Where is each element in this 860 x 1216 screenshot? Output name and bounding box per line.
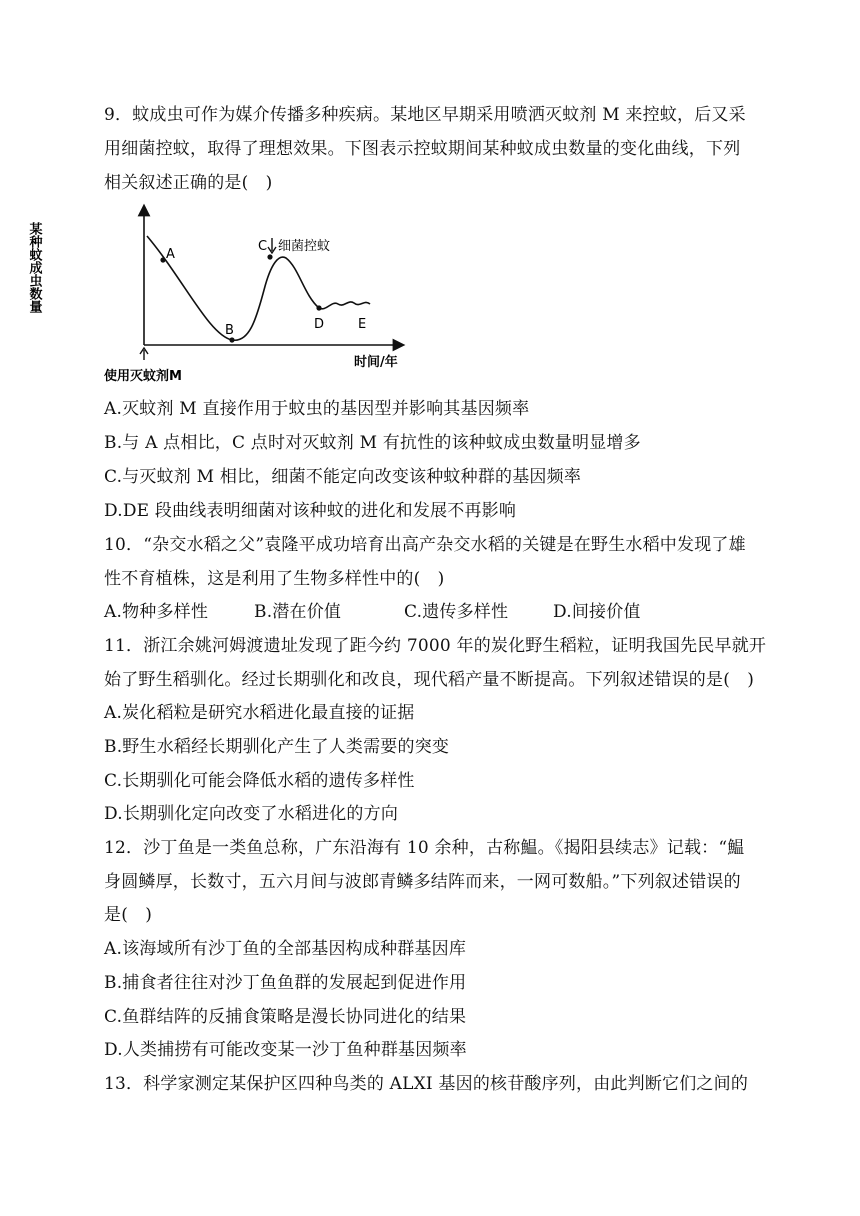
q11-option-c: C.长期驯化可能会降低水稻的遗传多样性: [104, 771, 415, 791]
q12-stem-line-3: 是( ): [104, 905, 153, 925]
point-c-marker: [267, 254, 272, 259]
point-a-label: A: [166, 247, 175, 262]
q11-option-b: B.野生水稻经长期驯化产生了人类需要的突变: [104, 737, 450, 757]
q10-option-a: A.物种多样性: [104, 602, 209, 622]
point-d-marker: [316, 305, 321, 310]
q12-stem-line-2: 身圆鳞厚，长数寸，五六月间与波郎青鳞多结阵而来，一网可数船。”下列叙述错误的: [104, 872, 741, 892]
q10-stem-line-2: 性不育植株，这是利用了生物多样性中的( ): [104, 569, 445, 589]
q13-stem-line-1: 13．科学家测定某保护区四种鸟类的 ALXI 基因的核苷酸序列，由此判断它们之间的: [104, 1074, 749, 1094]
q10-option-c: C.遗传多样性: [404, 602, 509, 622]
q9-option-c: C.与灭蚊剂 M 相比，细菌不能定向改变该种蚊种群的基因频率: [104, 467, 582, 487]
mosquito-population-figure: [26, 200, 414, 390]
q10-stem-line-1: 10．“杂交水稻之父”袁隆平成功培育出高产杂交水稻的关键是在野生水稻中发现了雄: [104, 535, 746, 555]
point-b-label: B: [225, 323, 234, 338]
q9-option-a: A.灭蚊剂 M 直接作用于蚊虫的基因型并影响其基因频率: [104, 399, 530, 419]
event-label: 使用灭蚊剂M: [104, 369, 182, 384]
point-d-label: D: [314, 317, 325, 332]
point-c-label: C: [258, 239, 268, 254]
q11-option-d: D.长期驯化定向改变了水稻进化的方向: [104, 804, 399, 824]
point-e-label: E: [358, 317, 367, 332]
q10-option-d: D.间接价值: [553, 602, 641, 622]
q11-stem-line-1: 11．浙江余姚河姆渡遗址发现了距今约 7000 年的炭化野生稻粒，证明我国先民早就开: [104, 636, 767, 656]
q9-option-b: B.与 A 点相比，C 点时对灭蚊剂 M 有抗性的该种蚊成虫数量明显增多: [104, 433, 641, 453]
x-axis-label: 时间/年: [354, 355, 398, 370]
q9-stem-line-3: 相关叙述正确的是( ): [104, 173, 273, 193]
population-curve-chart: [26, 200, 414, 390]
q10-options-row: [104, 600, 744, 624]
q11-option-a: A.炭化稻粒是研究水稻进化最直接的证据: [104, 703, 415, 723]
q11-stem-line-2: 始了野生稻驯化。经过长期驯化和改良，现代稻产量不断提高。下列叙述错误的是( ): [104, 670, 755, 690]
q12-option-a: A.该海域所有沙丁鱼的全部基因构成种群基因库: [104, 939, 467, 959]
q10-option-b: B.潜在价值: [254, 602, 342, 622]
bacteria-control-label: 细菌控蚊: [278, 239, 331, 254]
point-a-marker: [160, 257, 165, 262]
q9-stem-line-1: 9．蚊成虫可作为媒介传播多种疾病。某地区早期采用喷洒灭蚊剂 M 来控蚊，后又采: [104, 105, 746, 125]
q9-stem-line-2: 用细菌控蚊，取得了理想效果。下图表示控蚊期间某种蚊成虫数量的变化曲线，下列: [104, 139, 741, 159]
q12-option-b: B.捕食者往往对沙丁鱼鱼群的发展起到促进作用: [104, 973, 467, 993]
y-axis-label: 某种蚊成虫数量: [26, 222, 42, 313]
q9-option-d: D.DE 段曲线表明细菌对该种蚊的进化和发展不再影响: [104, 501, 517, 521]
q12-option-d: D.人类捕捞有可能改变某一沙丁鱼种群基因频率: [104, 1040, 467, 1060]
point-b-marker: [229, 337, 234, 342]
q12-option-c: C.鱼群结阵的反捕食策略是漫长协同进化的结果: [104, 1007, 467, 1027]
q12-stem-line-1: 12．沙丁鱼是一类鱼总称，广东沿海有 10 余种，古称鰛。《揭阳县续志》记载：“鰛: [104, 838, 745, 858]
